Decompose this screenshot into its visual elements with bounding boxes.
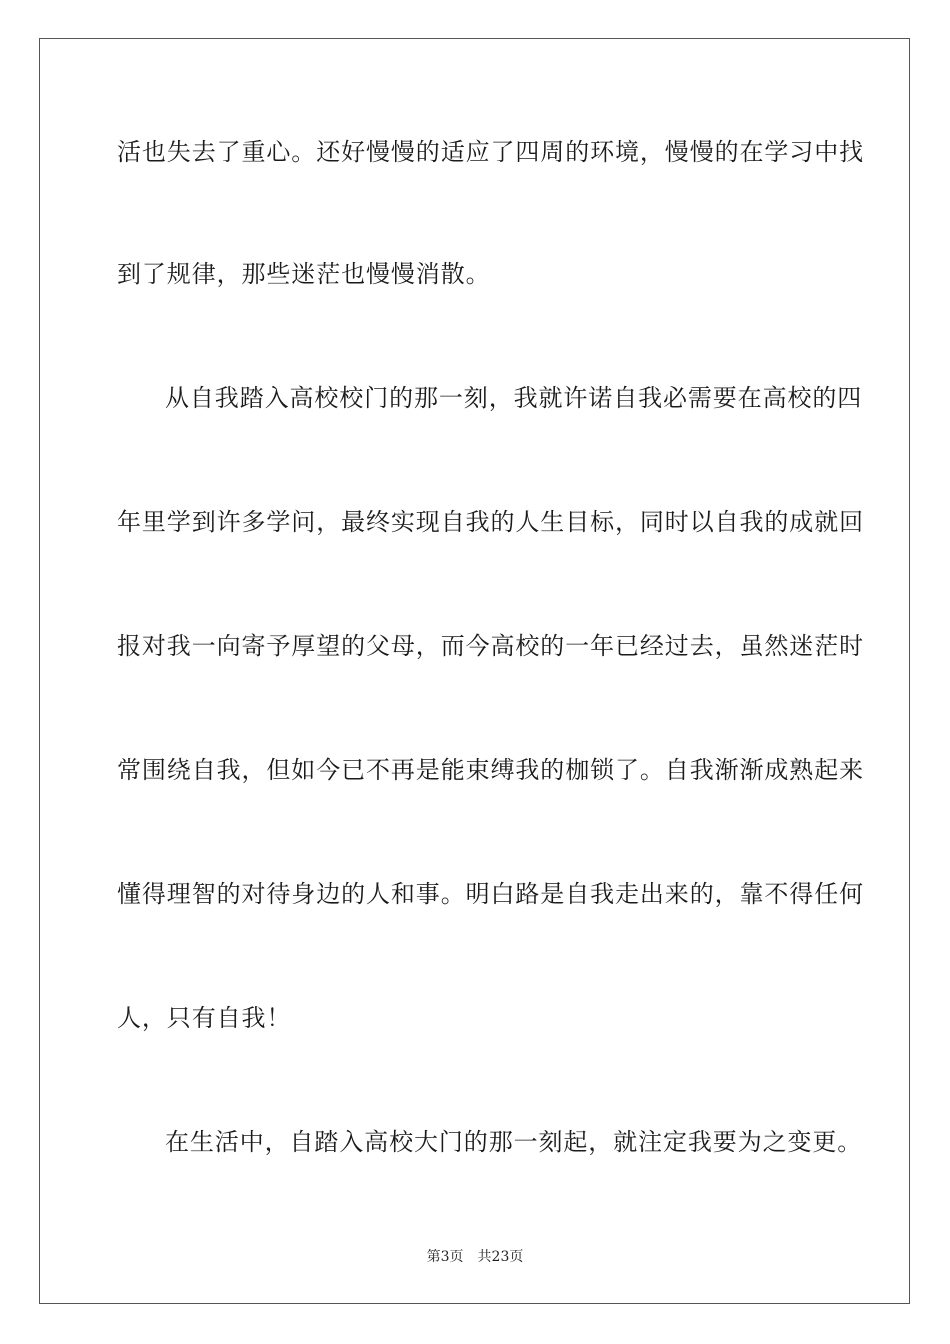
paragraph-line: 从自我踏入高校校门的那一刻，我就许诺自我必需要在高校的四 [165,384,863,412]
page-number: 第3页 [426,1249,464,1265]
paragraph-line: 年里学到许多学问，最终实现自我的人生目标，同时以自我的成就回 [117,508,864,536]
page-border [39,38,910,1304]
paragraph-line: 人，只有自我！ [117,1004,292,1032]
paragraph-line: 懂得理智的对待身边的人和事。明白路是自我走出来的，靠不得任何 [117,880,864,908]
page-footer [0,1248,950,1266]
paragraph-line: 报对我一向寄予厚望的父母，而今高校的一年已经过去，虽然迷茫时 [117,632,864,660]
paragraph-line: 到了规律，那些迷茫也慢慢消散。 [117,260,491,288]
paragraph-line: 在生活中，自踏入高校大门的那一刻起，就注定我要为之变更。 [165,1128,863,1156]
page-total: 共23页 [477,1249,524,1265]
paragraph-line: 活也失去了重心。还好慢慢的适应了四周的环境，慢慢的在学习中找 [117,138,864,166]
paragraph-line: 常围绕自我，但如今已不再是能束缚我的枷锁了。自我渐渐成熟起来 [117,756,864,784]
